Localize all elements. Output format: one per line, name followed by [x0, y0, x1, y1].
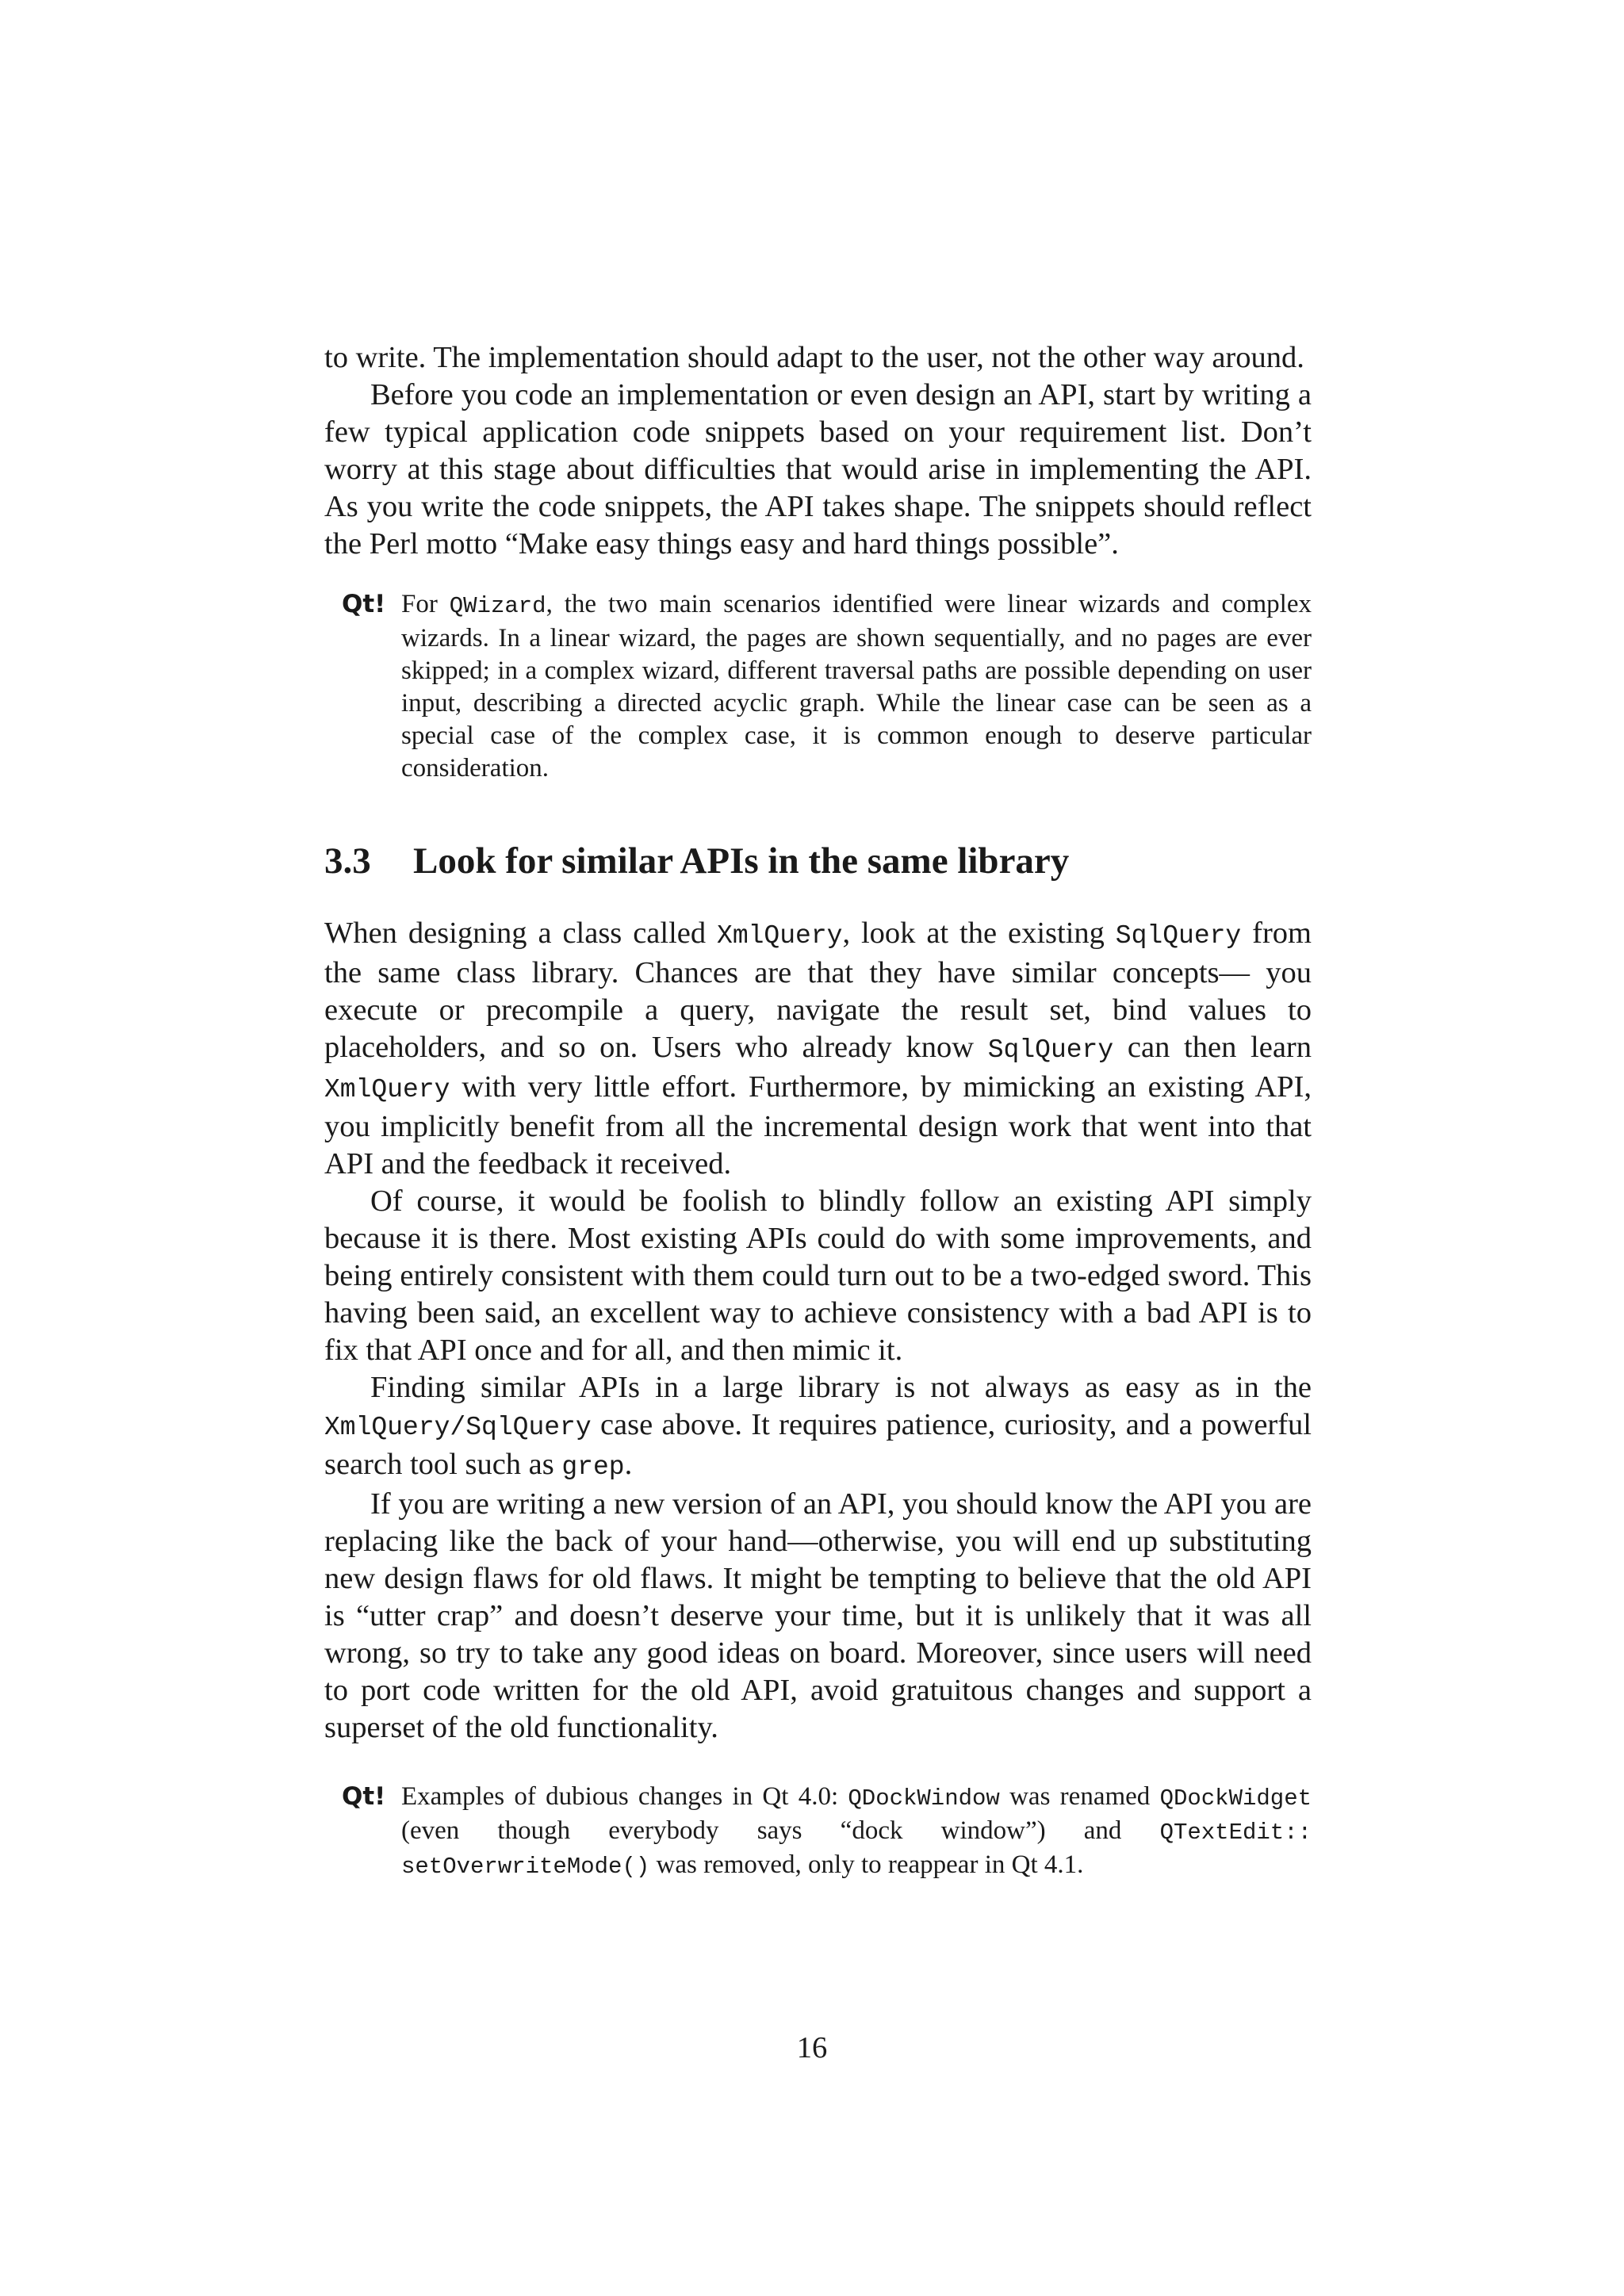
- paragraph-xmlquery: [324, 915, 1312, 1183]
- section-number: 3.3: [324, 840, 371, 882]
- code-qtextedit-setoverwritemode: QTextEdit::​setOverwriteMode(): [401, 1820, 1312, 1880]
- paragraph-text: .: [624, 1448, 633, 1481]
- code-qdockwindow: QDockWindow: [848, 1785, 1000, 1812]
- paragraph-foolish: [324, 1183, 1312, 1369]
- note-text: was removed, only to reappear in Qt 4.1.: [649, 1850, 1084, 1879]
- code-qwizard: QWizard: [449, 593, 546, 619]
- code-xmlquery: XmlQuery: [717, 921, 843, 951]
- qt-note-marker: Qt!: [342, 1782, 386, 1811]
- qt-note-marker: Qt!: [342, 590, 386, 618]
- paragraph-intro-text: to write. The implementation should adapt to the user, not the other way around.: [324, 341, 1304, 374]
- note-text: Examples of dubious changes in Qt 4.0:: [401, 1782, 848, 1811]
- section-heading: [324, 839, 1312, 883]
- note-text: For: [401, 590, 450, 618]
- code-sqlquery: SqlQuery: [987, 1035, 1114, 1065]
- note-text: , the two main scenarios identified were linear wizards and complex wizards. In a linear wizard, the pages are shown sequentially, and no pages are ever skipped; in a complex wizard, different traversal paths are possible depending on user input, describing a directed acyclic graph. While the linear case can be seen as a special case of the complex case, it is common enough to deserve particular consideration.: [401, 590, 1312, 783]
- paragraph-finding-apis: [324, 1369, 1312, 1486]
- paragraph-text: with very little effort. Furthermore, by mimicking an existing API, you implicitly benefit from all the incremental design work that went into that API and the feedback it received.: [324, 1070, 1312, 1181]
- paragraph-text: , look at the existing: [842, 916, 1116, 950]
- page-body: [324, 339, 1312, 1883]
- code-grep: grep: [561, 1452, 625, 1482]
- qt-note-qwizard: [342, 588, 1312, 785]
- note-text: (even though everybody says “dock window”) and: [401, 1816, 1160, 1845]
- paragraph-new-version: [324, 1486, 1312, 1747]
- section-title: Look for similar APIs in the same library: [413, 840, 1070, 882]
- paragraph-text: When designing a class called: [324, 916, 718, 950]
- code-xmlquery: XmlQuery: [324, 1075, 450, 1104]
- paragraph-text: If you are writing a new version of an API, you should know the API you are replacing like the back of your hand—otherwise, you will end up substituting new design flaws for old flaws. It might be tempting to believe that the old API is “utter crap” and doesn’t deserve your time, but it is unlikely that it was all wrong, so try to take any good ideas on board. Moreover, since users will need to port code written for the old API, avoid gratuitous changes and support a superset of the old functionality.: [324, 1487, 1312, 1744]
- paragraph-text: from the same class library. Chances are that they have similar concepts— you execute or precompile a query, navigate the result set, bind values to placeholders, and so on. Users who already know: [324, 916, 1312, 1064]
- paragraph-intro: [324, 339, 1312, 377]
- paragraph-text: Finding similar APIs in a large library is not always as easy as in the: [370, 1371, 1312, 1404]
- code-sqlquery: SqlQuery: [1115, 921, 1242, 951]
- qt-note-dubious-changes: [342, 1781, 1312, 1883]
- paragraph-code-snippets-text: Before you code an implementation or even design an API, start by writing a few typical application code snippets based on your requirement list. Don’t worry at this stage about difficulties that would arise in implementing the API. As you write the code snippets, the API takes shape. The snippets should reflect the Perl motto “Make easy things easy and hard things possible”.: [324, 378, 1312, 561]
- paragraph-text: Of course, it would be foolish to blindly follow an existing API simply because it is there. Most existing APIs could do with some improvements, and being entirely consistent with them could turn out to be a two-edged sword. This having been said, an excellent way to achieve consistency with a bad API is to fix that API once and for all, and then mimic it.: [324, 1184, 1312, 1367]
- code-xmlquery-sqlquery: XmlQuery/SqlQuery: [324, 1413, 592, 1442]
- note-text: was renamed: [999, 1782, 1160, 1811]
- paragraph-text: can then learn: [1113, 1031, 1312, 1064]
- page-number: 16: [796, 2031, 828, 2064]
- paragraph-text: case above. It requires patience, curiosity, and a powerful search tool such as: [324, 1408, 1312, 1481]
- paragraph-code-snippets: [324, 377, 1312, 563]
- code-qdockwidget: QDockWidget: [1159, 1785, 1312, 1812]
